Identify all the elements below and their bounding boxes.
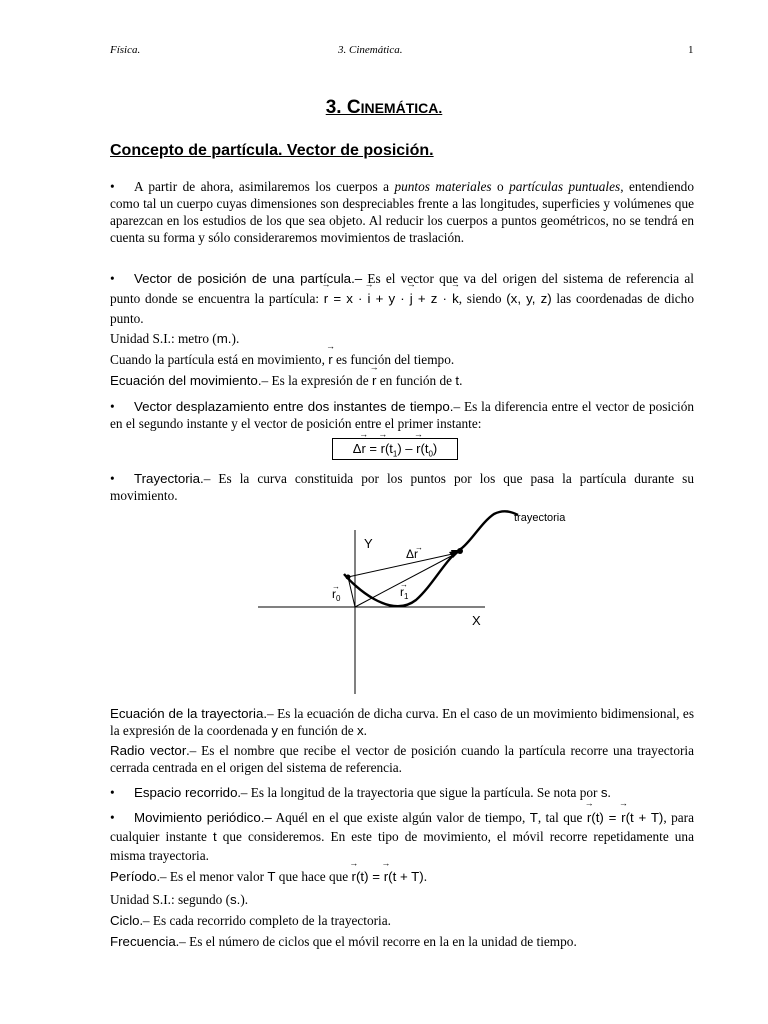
text: – Es la ecuación de dicha curva. En el caso de un movimiento bidimensional, es la expresión de la coordenada: [110, 706, 695, 738]
text: .– Es el nombre que recibe el vector de posición cuando la partícula recorre una trayectoria cerrada centrada en el origen del sistema de referencia.: [110, 743, 694, 775]
formula-part: (t + T): [625, 810, 664, 825]
bullet: •: [110, 785, 115, 800]
term-label: Trayectoria.: [134, 471, 204, 486]
page-title: [0, 97, 768, 119]
text: .– Es el menor valor: [156, 869, 268, 884]
title-number: 3. C: [325, 97, 361, 118]
title-rest: INEMÁTICA.: [360, 100, 443, 116]
arrow-over-r0: →: [332, 582, 340, 591]
formula-part: = x ·: [328, 291, 368, 306]
text: o: [491, 179, 510, 194]
text: Es el vector que va del origen del sistema de referencia al punto donde se encuentra la partícula:: [110, 271, 694, 306]
vector-r: → r: [381, 439, 385, 459]
variable: T: [267, 869, 276, 884]
text: Unidad S.I.: segundo (: [110, 892, 231, 907]
unit-vector-j: → j: [410, 289, 413, 309]
text: que hace que: [275, 869, 352, 884]
vector-r: → r: [324, 289, 328, 309]
paragraph-period: [110, 868, 694, 885]
bullet: •: [110, 271, 115, 286]
paragraph-distance-traveled: [110, 784, 694, 801]
formula-part: (t) =: [591, 810, 622, 825]
term-label: Ciclo: [110, 913, 140, 928]
vector-r: → r: [352, 868, 356, 885]
vector-r: → r: [328, 351, 332, 368]
text: , siendo: [458, 291, 507, 306]
variable: s: [600, 785, 608, 800]
text: .– Es cada recorrido completo de la trayectoria.: [139, 913, 391, 928]
header-subject: Física.: [110, 44, 141, 56]
paragraph-trajectory: [110, 470, 694, 504]
bullet: •: [110, 810, 115, 825]
text: – Es la diferencia entre el vector de posición en el segundo instante y el vector de posición entre el primer instante:: [110, 399, 694, 431]
variable: y: [271, 723, 278, 738]
formula-part: ): [432, 441, 438, 456]
vector-r: r: [414, 547, 419, 561]
vector-r: → r: [416, 439, 420, 459]
text: .: [459, 373, 463, 388]
formula-part: (t + T): [388, 869, 424, 884]
text: es función del tiempo.: [332, 352, 455, 367]
formula-part: (t) =: [355, 869, 384, 884]
paragraph-cycle: [110, 912, 694, 929]
term-label: Ecuación de la trayectoria.: [110, 706, 268, 721]
term-label: Frecuencia: [110, 934, 176, 949]
text: ).: [231, 331, 240, 346]
paragraph-radius-vector: [110, 742, 694, 776]
label-x-axis: X: [472, 613, 481, 628]
text: , entendiendo como tal un cuerpo cuyas dimensiones son despreciables frente a las longitudes, superficies y volúmenes que aparezcan en los estudios de los que sea objeto. Al reducir los cuerpos a puntos geométricos, no se tendrá en cuenta su forma y sólo consideraremos movimientos de traslación.: [110, 179, 694, 245]
text: Cuando la partícula está en movimiento,: [110, 352, 329, 367]
trajectory-diagram: [250, 500, 580, 700]
term-label: Movimiento periódico.–: [134, 810, 272, 825]
text: en función de: [278, 723, 358, 738]
coordinates: (x, y, z): [506, 291, 552, 306]
text: .: [607, 785, 611, 800]
vector-r: → r: [384, 868, 388, 885]
point-end: [457, 548, 463, 554]
text: – Es la curva constituida por los puntos por los que pasa la partícula durante su movimiento.: [110, 471, 694, 503]
label-y-axis: Y: [364, 536, 373, 551]
paragraph-motion-equation: [110, 372, 694, 389]
periodic-formula: [587, 810, 664, 825]
emphasis: partículas puntuales: [509, 179, 621, 194]
text: .– Es el número de ciclos que el móvil recorre en la en la unidad de tiempo.: [175, 934, 577, 949]
variable: x: [357, 723, 364, 738]
period-formula: [352, 869, 424, 884]
formula-part: + y ·: [370, 291, 410, 306]
vector-r: → r: [587, 808, 591, 827]
delta: Δ: [352, 441, 362, 456]
paragraph-periodic-motion: [110, 808, 694, 865]
unit-vector-i: → i: [368, 289, 371, 309]
displacement-formula: [332, 438, 458, 460]
paragraph-trajectory-equation: [110, 705, 694, 739]
paragraph-particles: [110, 178, 694, 246]
text: – Es la expresión de: [261, 373, 372, 388]
text: Aquél en el que existe algún valor de tiempo,: [271, 810, 530, 825]
formula-part: + z ·: [412, 291, 453, 306]
paragraph-position-vector: [110, 269, 694, 329]
vector-r: → r: [361, 439, 365, 459]
variable: t: [212, 829, 217, 844]
arrow-over-r1: →: [400, 580, 408, 589]
arrow-over-delta-r: →: [415, 543, 423, 552]
term-label: Vector desplazamiento entre dos instantes de tiempo.: [134, 399, 454, 414]
text: .– Es la longitud de la trayectoria que sigue la partícula. Se nota por: [237, 785, 601, 800]
text: Unidad S.I.: metro (: [110, 331, 217, 346]
text: ).: [240, 892, 249, 907]
bullet: •: [110, 471, 115, 486]
position-formula: [324, 291, 459, 306]
formula-part: =: [365, 441, 381, 456]
paragraph-unit-meter: [110, 330, 694, 347]
subscript: 1: [392, 449, 398, 459]
subscript: 0: [428, 449, 433, 459]
text: A partir de ahora, asimilaremos los cuerpos a: [134, 179, 395, 194]
formula-part: (t: [384, 441, 393, 456]
text: .: [423, 869, 428, 884]
text: , tal que: [537, 810, 587, 825]
subscript: 1: [404, 592, 409, 601]
vector-r: r: [332, 587, 336, 601]
label-trayectoria: trayectoria: [514, 512, 566, 524]
bullet: •: [110, 179, 115, 194]
text: .: [363, 723, 367, 738]
term-label: Radio vector: [110, 743, 187, 758]
text: las coordenadas de dicho punto.: [110, 291, 694, 326]
unit: s.: [230, 892, 241, 907]
paragraph-unit-second: [110, 891, 694, 908]
vector-delta-r: [348, 553, 457, 577]
text: en función de: [376, 373, 456, 388]
paragraph-displacement: [110, 398, 694, 432]
page-number: 1: [688, 44, 694, 56]
formula-part: ) –: [397, 441, 417, 456]
vector-r: r: [400, 585, 404, 599]
term-label: Ecuación del movimiento.: [110, 373, 262, 388]
unit: m.: [216, 331, 232, 346]
point-start: [346, 575, 351, 580]
term-label: Vector de posición de una partícula.–: [134, 271, 363, 286]
emphasis: puntos materiales: [394, 179, 492, 194]
term-label: Período: [110, 869, 157, 884]
unit-vector-k: → k: [452, 289, 459, 309]
text: , para cualquier instante: [110, 810, 694, 844]
vector-r: → r: [372, 372, 376, 389]
formula-part: (t: [420, 441, 429, 456]
variable: T: [529, 810, 538, 825]
paragraph-motion: [110, 351, 694, 368]
subscript: 0: [336, 594, 341, 603]
text: que consideremos. En este tipo de movimiento, el móvil recorre repetidamente una misma trayectoria.: [110, 829, 694, 863]
section-heading: Concepto de partícula. Vector de posición.: [110, 142, 434, 159]
bullet: •: [110, 399, 115, 414]
paragraph-frequency: [110, 933, 694, 950]
header-chapter: 3. Cinemática.: [338, 44, 403, 56]
variable: t: [455, 373, 460, 388]
vector-r: → r: [621, 808, 625, 827]
delta: Δ: [406, 547, 415, 561]
term-label: Espacio recorrido: [134, 785, 238, 800]
